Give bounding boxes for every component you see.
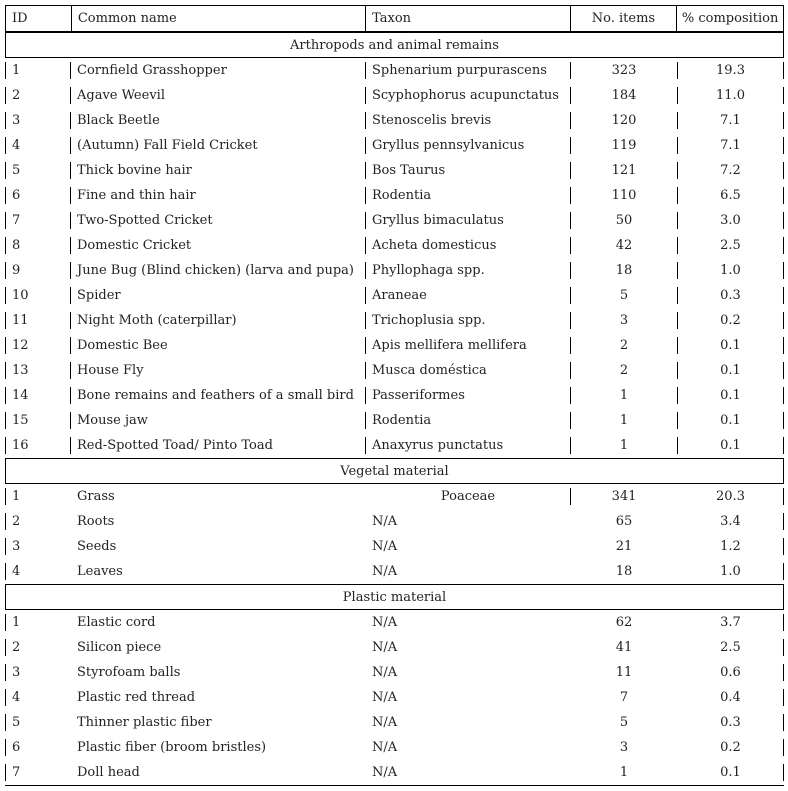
cell-id: 3 <box>5 538 70 555</box>
cell-common-name: Doll head <box>77 765 140 780</box>
cell-no-items: 1 <box>570 387 677 404</box>
cell-no-items: 7 <box>619 690 629 705</box>
cell-no-items: 1 <box>570 437 677 454</box>
header-id: ID <box>12 11 28 26</box>
cell-composition: 0.4 <box>677 689 784 706</box>
table-row <box>5 660 784 685</box>
section-header: Plastic material <box>5 584 784 610</box>
cell-no-items: 3 <box>619 740 629 755</box>
cell-composition: 2.5 <box>677 237 784 254</box>
table-row <box>5 685 784 710</box>
cell-no-items: 41 <box>615 640 633 655</box>
cell-composition: 0.1 <box>677 412 784 429</box>
table-row <box>5 158 784 183</box>
table-row <box>5 534 784 559</box>
cell-taxon: Bos Taurus <box>365 162 570 179</box>
cell-no-items: 18 <box>570 262 677 279</box>
cell-taxon: Trichoplusia spp. <box>365 312 570 329</box>
cell-id: 15 <box>5 412 70 429</box>
cell-taxon: Araneae <box>365 287 570 304</box>
cell-id: 4 <box>5 563 70 580</box>
table-row <box>5 333 784 358</box>
cell-taxon: Poaceae <box>440 489 496 504</box>
cell-composition: 0.1 <box>677 337 784 354</box>
cell-composition: 0.1 <box>677 387 784 404</box>
cell-common-name: (Autumn) Fall Field Cricket <box>70 137 365 154</box>
cell-taxon: Apis mellifera mellifera <box>365 337 570 354</box>
table-header <box>5 5 784 32</box>
cell-no-items: 1 <box>570 412 677 429</box>
table-row <box>5 83 784 108</box>
cell-taxon: N/A <box>372 765 398 780</box>
cell-taxon: N/A <box>372 715 398 730</box>
cell-taxon: Gryllus pennsylvanicus <box>365 137 570 154</box>
cell-composition: 1.2 <box>677 538 784 555</box>
cell-common-name: Fine and thin hair <box>70 187 365 204</box>
cell-composition: 3.4 <box>677 513 784 530</box>
table-row <box>5 133 784 158</box>
cell-taxon: Phyllophaga spp. <box>365 262 570 279</box>
table-row <box>5 710 784 735</box>
table-row <box>5 509 784 534</box>
table-row <box>5 760 784 786</box>
table-row <box>5 358 784 383</box>
cell-no-items: 341 <box>570 488 677 505</box>
cell-common-name: Plastic fiber (broom bristles) <box>77 740 267 755</box>
cell-id: 1 <box>5 488 70 505</box>
cell-id: 7 <box>5 212 70 229</box>
cell-common-name: Night Moth (caterpillar) <box>70 312 365 329</box>
header-no-items: No. items <box>570 6 677 31</box>
cell-id: 10 <box>5 287 70 304</box>
cell-no-items: 121 <box>570 162 677 179</box>
header-composition: % composition <box>676 6 783 31</box>
cell-no-items: 21 <box>615 539 633 554</box>
cell-no-items: 2 <box>570 337 677 354</box>
header-taxon: Taxon <box>365 6 569 31</box>
cell-id: 8 <box>5 237 70 254</box>
cell-no-items: 323 <box>570 62 677 79</box>
cell-no-items: 119 <box>570 137 677 154</box>
cell-taxon: Anaxyrus punctatus <box>365 437 570 454</box>
cell-common-name: Red-Spotted Toad/ Pinto Toad <box>70 437 365 454</box>
cell-common-name: Seeds <box>77 539 117 554</box>
cell-common-name: Styrofoam balls <box>77 665 181 680</box>
cell-id: 1 <box>5 614 70 631</box>
table-row <box>5 308 784 333</box>
cell-common-name: Plastic red thread <box>77 690 196 705</box>
cell-common-name: June Bug (Blind chicken) (larva and pupa) <box>70 262 365 279</box>
cell-common-name: Spider <box>70 287 365 304</box>
cell-taxon: N/A <box>372 539 398 554</box>
cell-composition: 0.2 <box>677 739 784 756</box>
cell-no-items: 3 <box>570 312 677 329</box>
table-row <box>5 559 784 584</box>
cell-composition: 1.0 <box>677 563 784 580</box>
cell-id: 4 <box>5 137 70 154</box>
cell-common-name: Two-Spotted Cricket <box>70 212 365 229</box>
cell-composition: 7.1 <box>677 112 784 129</box>
cell-id: 2 <box>5 513 70 530</box>
cell-id: 12 <box>5 337 70 354</box>
cell-taxon: Passeriformes <box>365 387 570 404</box>
cell-common-name: Grass <box>77 489 115 504</box>
cell-composition: 7.2 <box>677 162 784 179</box>
cell-composition: 19.3 <box>677 62 784 79</box>
cell-taxon: N/A <box>372 514 398 529</box>
cell-id: 11 <box>5 312 70 329</box>
cell-no-items: 18 <box>615 564 633 579</box>
cell-common-name: Leaves <box>77 564 123 579</box>
table-row <box>5 433 784 458</box>
cell-id: 16 <box>5 437 70 454</box>
cell-composition: 20.3 <box>677 488 784 505</box>
cell-id: 2 <box>5 87 70 104</box>
cell-composition: 0.2 <box>677 312 784 329</box>
cell-composition: 1.0 <box>677 262 784 279</box>
cell-no-items: 1 <box>619 765 629 780</box>
table-row <box>5 183 784 208</box>
cell-taxon: Gryllus bimaculatus <box>365 212 570 229</box>
composition-table <box>5 5 784 786</box>
cell-id: 1 <box>5 62 70 79</box>
cell-no-items: 120 <box>570 112 677 129</box>
cell-id: 7 <box>5 764 70 781</box>
cell-composition: 0.1 <box>677 764 784 781</box>
cell-taxon: Rodentia <box>365 187 570 204</box>
cell-id: 14 <box>5 387 70 404</box>
table-row <box>5 383 784 408</box>
cell-id: 6 <box>5 739 70 756</box>
cell-common-name: Roots <box>77 514 115 529</box>
cell-composition: 0.3 <box>677 287 784 304</box>
cell-taxon: Acheta domesticus <box>365 237 570 254</box>
cell-no-items: 50 <box>570 212 677 229</box>
cell-composition: 2.5 <box>677 639 784 656</box>
table-row <box>5 635 784 660</box>
cell-common-name: Black Beetle <box>70 112 365 129</box>
cell-no-items: 65 <box>615 514 633 529</box>
cell-taxon: Scyphophorus acupunctatus <box>365 87 570 104</box>
cell-id: 5 <box>5 162 70 179</box>
cell-taxon: N/A <box>372 640 398 655</box>
table-row <box>5 735 784 760</box>
cell-common-name: Agave Weevil <box>70 87 365 104</box>
cell-taxon: Musca doméstica <box>365 362 570 379</box>
cell-taxon: Stenoscelis brevis <box>365 112 570 129</box>
cell-id: 5 <box>5 714 70 731</box>
table-row <box>5 258 784 283</box>
cell-taxon: Rodentia <box>365 412 570 429</box>
cell-taxon: N/A <box>372 740 398 755</box>
table-row <box>5 484 784 509</box>
cell-id: 9 <box>5 262 70 279</box>
cell-common-name: Thick bovine hair <box>70 162 365 179</box>
cell-common-name: Mouse jaw <box>70 412 365 429</box>
cell-id: 3 <box>5 112 70 129</box>
section-header: Vegetal material <box>5 458 784 484</box>
table-row <box>5 610 784 635</box>
cell-no-items: 11 <box>615 665 633 680</box>
cell-composition: 0.1 <box>677 437 784 454</box>
cell-composition: 0.6 <box>677 664 784 681</box>
cell-id: 13 <box>5 362 70 379</box>
cell-common-name: Domestic Cricket <box>70 237 365 254</box>
cell-taxon: N/A <box>372 564 398 579</box>
cell-composition: 0.1 <box>677 362 784 379</box>
table-row <box>5 108 784 133</box>
cell-no-items: 5 <box>570 287 677 304</box>
cell-common-name: Elastic cord <box>77 615 156 630</box>
table-row <box>5 408 784 433</box>
cell-taxon: Sphenarium purpurascens <box>365 62 570 79</box>
cell-composition: 3.0 <box>677 212 784 229</box>
cell-taxon: N/A <box>372 690 398 705</box>
cell-id: 3 <box>5 664 70 681</box>
cell-common-name: Cornfield Grasshopper <box>70 62 365 79</box>
cell-composition: 7.1 <box>677 137 784 154</box>
cell-composition: 0.3 <box>677 714 784 731</box>
cell-common-name: Silicon piece <box>77 640 162 655</box>
cell-no-items: 184 <box>570 87 677 104</box>
section-header: Arthropods and animal remains <box>5 32 784 58</box>
header-common-name: Common name <box>71 6 365 31</box>
table-row <box>5 58 784 83</box>
cell-common-name: Bone remains and feathers of a small bird <box>70 387 365 404</box>
cell-no-items: 2 <box>570 362 677 379</box>
cell-composition: 3.7 <box>677 614 784 631</box>
cell-taxon: N/A <box>372 615 398 630</box>
cell-composition: 6.5 <box>677 187 784 204</box>
cell-no-items: 42 <box>570 237 677 254</box>
cell-common-name: Domestic Bee <box>70 337 365 354</box>
cell-common-name: Thinner plastic fiber <box>77 715 212 730</box>
cell-id: 2 <box>5 639 70 656</box>
cell-composition: 11.0 <box>677 87 784 104</box>
cell-id: 4 <box>5 689 70 706</box>
cell-taxon: N/A <box>372 665 398 680</box>
table-row <box>5 208 784 233</box>
table-row <box>5 283 784 308</box>
cell-no-items: 5 <box>619 715 629 730</box>
table-row <box>5 233 784 258</box>
cell-no-items: 62 <box>615 615 633 630</box>
cell-common-name: House Fly <box>70 362 365 379</box>
cell-no-items: 110 <box>570 187 677 204</box>
cell-id: 6 <box>5 187 70 204</box>
